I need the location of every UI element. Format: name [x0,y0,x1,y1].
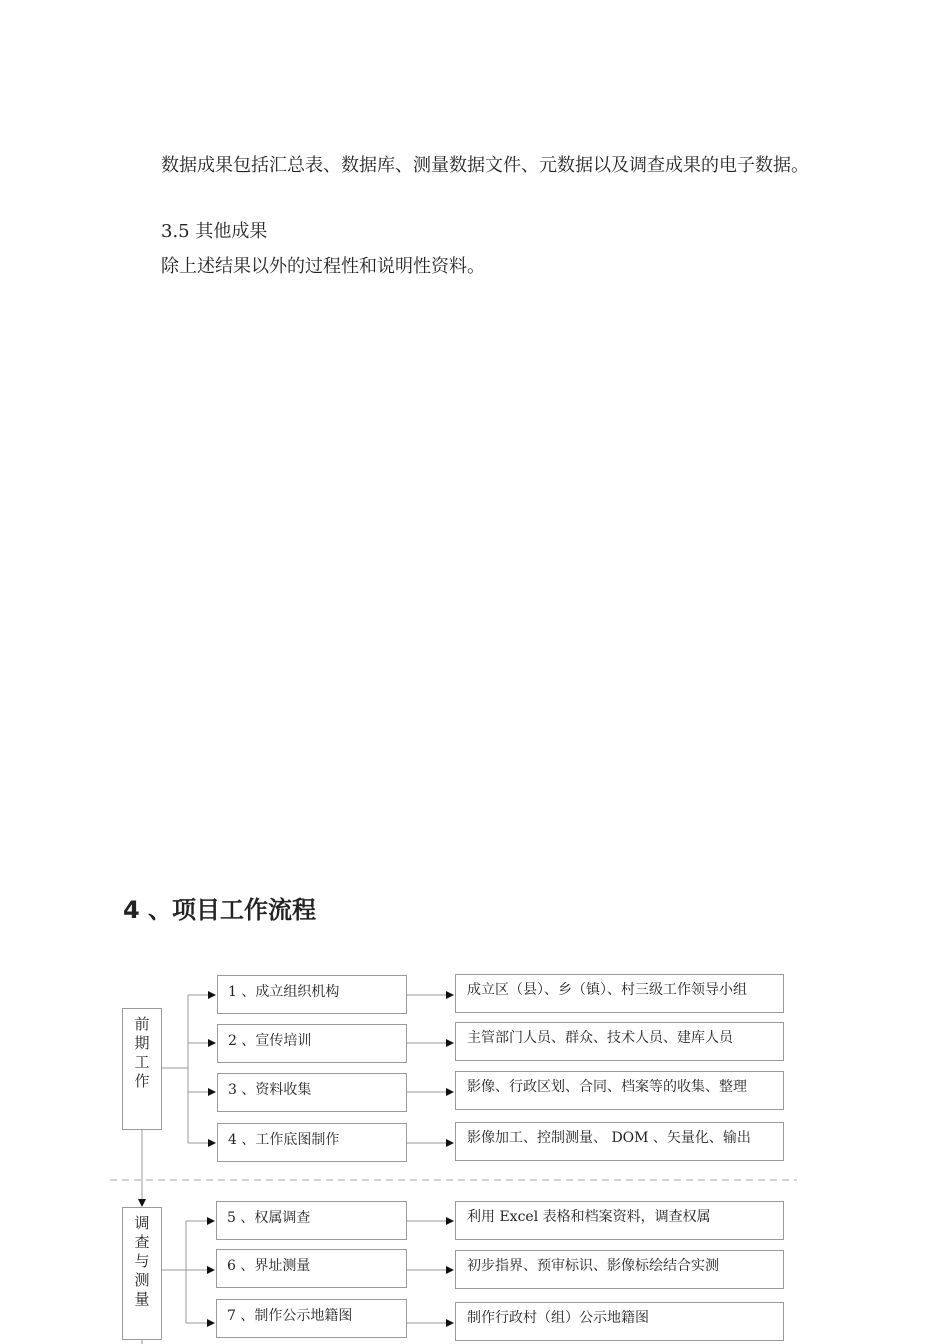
step-box-3: 3 、资料收集 [217,1073,407,1112]
step-box-1: 1 、成立组织机构 [217,975,407,1014]
section-3-5-title: 3.5 其他成果 [161,221,268,242]
phase-box-survey: 调 查 与 测 量 [122,1207,162,1340]
step-box-5: 5 、权属调查 [216,1201,407,1240]
step-box-2: 2 、宣传培训 [217,1024,407,1063]
step-box-6: 6 、界址测量 [216,1249,407,1288]
detail-box-4: 影像加工、控制测量、 DOM 、矢量化、输出 [455,1122,784,1161]
step-box-4: 4 、工作底图制作 [217,1123,407,1162]
detail-box-5: 利用 Excel 表格和档案资料，调查权属 [455,1201,784,1240]
other-results-paragraph: 除上述结果以外的过程性和说明性资料。 [161,256,485,277]
section-4-heading: 4 、项目工作流程 [123,896,317,924]
detail-box-3: 影像、行政区划、合同、档案等的收集、整理 [455,1071,784,1110]
results-description-paragraph: 数据成果包括汇总表、数据库、测量数据文件、元数据以及调查成果的电子数据。 [161,155,809,176]
detail-box-6: 初步指界、预审标识、影像标绘结合实测 [455,1250,784,1289]
detail-box-7: 制作行政村（组）公示地籍图 [455,1302,784,1341]
detail-box-2: 主管部门人员、群众、技术人员、建库人员 [455,1022,784,1061]
phase-box-preliminary: 前 期 工 作 [122,1008,162,1130]
detail-box-1: 成立区（县）、乡（镇）、村三级工作领导小组 [455,974,784,1013]
step-box-7: 7 、制作公示地籍图 [216,1299,407,1338]
